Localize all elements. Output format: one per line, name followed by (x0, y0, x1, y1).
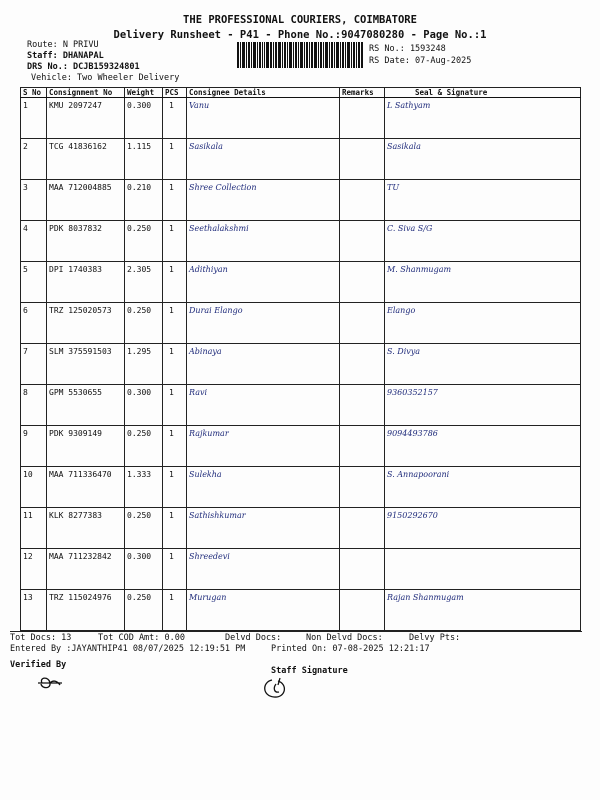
staff-label: Staff: DHANAPAL (27, 51, 104, 61)
row-serial-number: 10 (21, 467, 47, 508)
consignee-handwriting: Sasikala (187, 139, 340, 180)
weight-value: 0.210 (125, 180, 163, 221)
weight-value: 0.300 (125, 98, 163, 139)
table-row (21, 385, 581, 426)
staff-signature-mark (260, 676, 296, 700)
barcode-image (237, 42, 363, 68)
row-serial-number: 13 (21, 590, 47, 631)
table-row (21, 98, 581, 139)
seal-signature-handwriting: M. Shanmugam (385, 262, 581, 303)
verified-signature-mark (36, 674, 66, 692)
pcs-value: 1 (163, 262, 187, 303)
consignment-number: KMU 2097247 (47, 98, 125, 139)
consignee-handwriting: Murugan (187, 590, 340, 631)
entered-by: Entered By :JAYANTHIP41 08/07/2025 12:19:51 PM (10, 644, 246, 654)
col-header-consignment: Consignment No (47, 88, 125, 98)
seal-signature-handwriting: S. Divya (385, 344, 581, 385)
consignee-handwriting: Ravi (187, 385, 340, 426)
consignment-number: TCG 41836162 (47, 139, 125, 180)
seal-signature-handwriting: TU (385, 180, 581, 221)
weight-value: 0.250 (125, 303, 163, 344)
seal-signature-handwriting: Elango (385, 303, 581, 344)
remarks-cell (340, 590, 385, 631)
consignment-number: PDK 9309149 (47, 426, 125, 467)
consignment-number: TRZ 125020573 (47, 303, 125, 344)
rs-number: RS No.: 1593248 (369, 44, 446, 54)
row-serial-number: 11 (21, 508, 47, 549)
seal-signature-handwriting: 9150292670 (385, 508, 581, 549)
consignee-handwriting: Rajkumar (187, 426, 340, 467)
delivered-docs: Delvd Docs: (225, 633, 282, 643)
remarks-cell (340, 180, 385, 221)
weight-value: 0.300 (125, 385, 163, 426)
seal-signature-handwriting: Sasikala (385, 139, 581, 180)
staff-signature-label: Staff Signature (271, 666, 348, 676)
table-row (21, 221, 581, 262)
weight-value: 0.250 (125, 221, 163, 262)
pcs-value: 1 (163, 467, 187, 508)
consignee-handwriting: Shreedevi (187, 549, 340, 590)
remarks-cell (340, 98, 385, 139)
verified-by-label: Verified By (10, 660, 67, 670)
weight-value: 0.250 (125, 508, 163, 549)
pcs-value: 1 (163, 180, 187, 221)
row-serial-number: 2 (21, 139, 47, 180)
table-row (21, 303, 581, 344)
consignment-number: GPM 5530655 (47, 385, 125, 426)
row-serial-number: 1 (21, 98, 47, 139)
table-header-row (21, 88, 581, 98)
consignment-number: MAA 712004885 (47, 180, 125, 221)
seal-signature-handwriting: Rajan Shanmugam (385, 590, 581, 631)
col-header-weight: Weight (125, 88, 163, 98)
pcs-value: 1 (163, 98, 187, 139)
remarks-cell (340, 426, 385, 467)
consignment-number: KLK 8277383 (47, 508, 125, 549)
pcs-value: 1 (163, 385, 187, 426)
pcs-value: 1 (163, 426, 187, 467)
table-row (21, 426, 581, 467)
consignment-number: TRZ 115024976 (47, 590, 125, 631)
weight-value: 1.295 (125, 344, 163, 385)
pcs-value: 1 (163, 139, 187, 180)
route-label: Route: N PRIVU (27, 40, 99, 50)
pcs-value: 1 (163, 590, 187, 631)
consignment-number: MAA 711336470 (47, 467, 125, 508)
seal-signature-handwriting: 9360352157 (385, 385, 581, 426)
table-row (21, 139, 581, 180)
remarks-cell (340, 549, 385, 590)
consignment-number: MAA 711232842 (47, 549, 125, 590)
consignment-number: SLM 375591503 (47, 344, 125, 385)
row-serial-number: 7 (21, 344, 47, 385)
delivery-points: Delvy Pts: (409, 633, 461, 643)
row-serial-number: 9 (21, 426, 47, 467)
weight-value: 2.305 (125, 262, 163, 303)
row-serial-number: 4 (21, 221, 47, 262)
remarks-cell (340, 262, 385, 303)
pcs-value: 1 (163, 221, 187, 262)
consignee-handwriting: Sathishkumar (187, 508, 340, 549)
remarks-cell (340, 139, 385, 180)
weight-value: 0.300 (125, 549, 163, 590)
weight-value: 0.250 (125, 426, 163, 467)
remarks-cell (340, 508, 385, 549)
consignee-handwriting: Seethalakshmi (187, 221, 340, 262)
remarks-cell (340, 467, 385, 508)
row-serial-number: 3 (21, 180, 47, 221)
remarks-cell (340, 344, 385, 385)
pcs-value: 1 (163, 549, 187, 590)
vehicle-label: Vehicle: Two Wheeler Delivery (31, 73, 180, 83)
col-header-remarks: Remarks (340, 88, 385, 98)
remarks-cell (340, 221, 385, 262)
consignee-handwriting: Vanu (187, 98, 340, 139)
consignee-handwriting: Durai Elango (187, 303, 340, 344)
seal-signature-handwriting: L Sathyam (385, 98, 581, 139)
pcs-value: 1 (163, 344, 187, 385)
col-header-sno: S No (21, 88, 47, 98)
consignee-handwriting: Abinaya (187, 344, 340, 385)
row-serial-number: 5 (21, 262, 47, 303)
company-title: THE PROFESSIONAL COURIERS, COIMBATORE (183, 14, 417, 26)
remarks-cell (340, 303, 385, 344)
table-row (21, 180, 581, 221)
consignment-number: DPI 1740383 (47, 262, 125, 303)
row-serial-number: 12 (21, 549, 47, 590)
row-serial-number: 8 (21, 385, 47, 426)
col-header-consignee: Consignee Details (187, 88, 340, 98)
delivery-table (20, 87, 581, 631)
table-row (21, 467, 581, 508)
table-row (21, 344, 581, 385)
col-header-seal-signature: Seal & Signature (385, 88, 581, 98)
pcs-value: 1 (163, 508, 187, 549)
total-docs: Tot Docs: 13 (10, 633, 72, 643)
weight-value: 1.333 (125, 467, 163, 508)
col-header-pcs: PCS (163, 88, 187, 98)
consignee-handwriting: Sulekha (187, 467, 340, 508)
pcs-value: 1 (163, 303, 187, 344)
footer-divider (10, 631, 582, 632)
non-delivered-docs: Non Delvd Docs: (306, 633, 383, 643)
total-cod-amount: Tot COD Amt: 0.00 (98, 633, 185, 643)
table-row (21, 590, 581, 631)
consignee-handwriting: Adithiyan (187, 262, 340, 303)
printed-on: Printed On: 07-08-2025 12:21:17 (271, 644, 430, 654)
rs-date: RS Date: 07-Aug-2025 (369, 56, 472, 66)
table-row (21, 508, 581, 549)
weight-value: 0.250 (125, 590, 163, 631)
seal-signature-handwriting (385, 549, 581, 590)
table-row (21, 262, 581, 303)
consignee-handwriting: Shree Collection (187, 180, 340, 221)
table-row (21, 549, 581, 590)
seal-signature-handwriting: 9094493786 (385, 426, 581, 467)
runsheet-subtitle: Delivery Runsheet - P41 - Phone No.:9047080280 - Page No.:1 (113, 29, 487, 41)
seal-signature-handwriting: C. Siva S/G (385, 221, 581, 262)
remarks-cell (340, 385, 385, 426)
seal-signature-handwriting: S. Annapoorani (385, 467, 581, 508)
weight-value: 1.115 (125, 139, 163, 180)
row-serial-number: 6 (21, 303, 47, 344)
drs-label: DRS No.: DCJB159324801 (27, 62, 140, 72)
consignment-number: PDK 8037832 (47, 221, 125, 262)
